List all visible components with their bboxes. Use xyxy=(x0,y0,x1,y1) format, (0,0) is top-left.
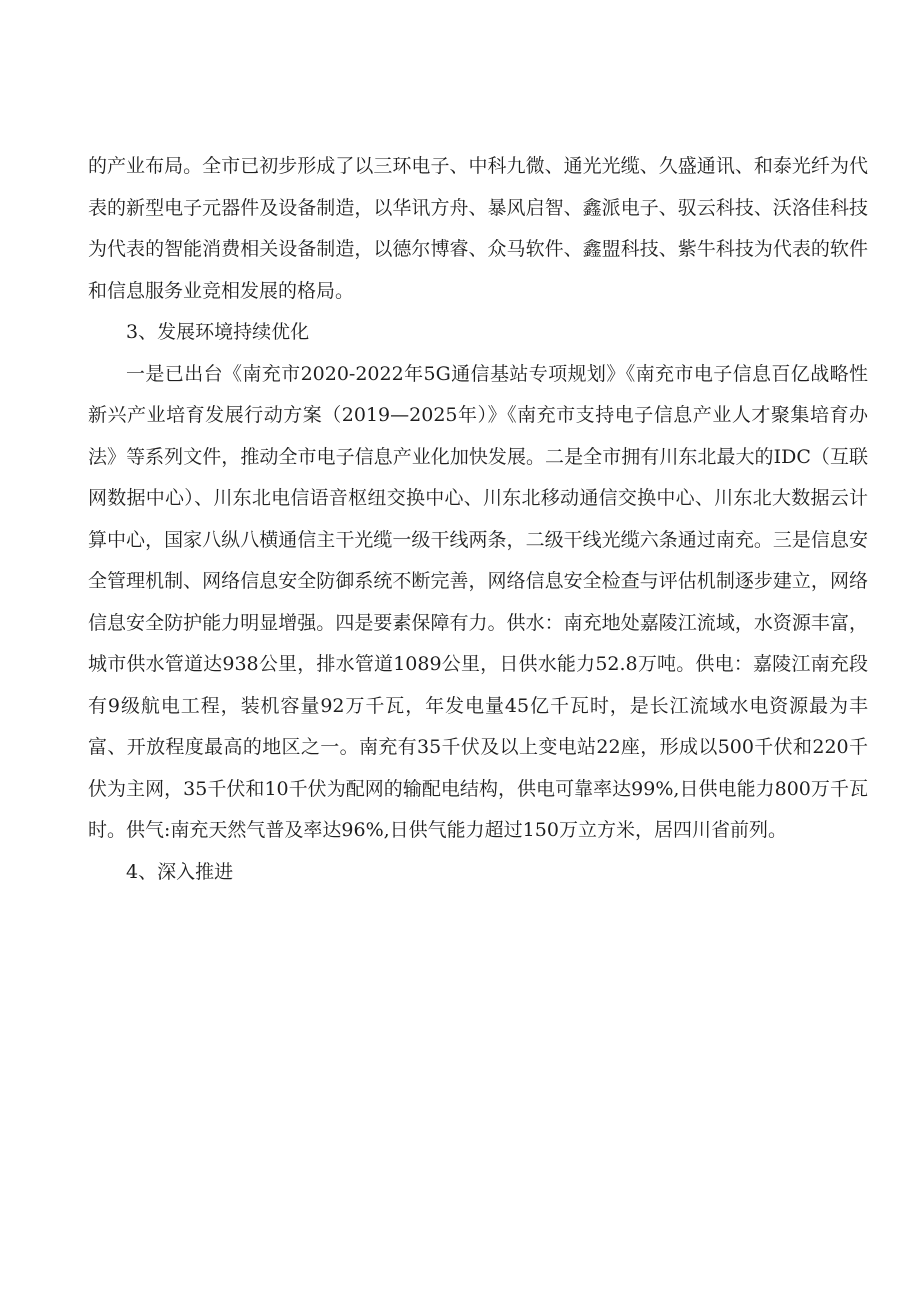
section-heading-development-environment: 3、发展环境持续优化 xyxy=(126,321,310,343)
paragraph-development-environment: 一是已出台《南充市2020-2022年5G通信基站专项规划》《南充市电子信息百亿战略性新兴产业培育发展行动方案（2019—2025年）》《南充市支持电子信息产业人才聚集培育办法》等系列文件，推动全市电子信息产业化加快发展。二是全市拥有川东北最大的IDC（互联网数据中心）、川东北电信语音枢纽交换中心、川东北移动通信交换中心、川东北大数据云计算中心，国家八纵八横通信主干光缆一级干线两条，二级干线光缆六条通过南充。三是信息安全管理机制、网络信息安全防御系统不断完善，网络信息安全检查与评估机制逐步建立，网络信息安全防护能力明显增强。四是要素保障有力。供水：南充地处嘉陵江流域，水资源丰富，城市供水管道达938公里，排水管道1089公里，日供水能力52.8万吨。供电：嘉陵江南充段有9级航电工程，装机容量92万千瓦，年发电量45亿千瓦时，是长江流域水电资源最为丰富、开放程度最高的地区之一。南充有35千伏及以上变电站22座，形成以500千伏和220千伏为主网，35千伏和10千伏为配网的输配电结构，供电可靠率达99%,日供电能力800万千瓦时。供气:南充天然气普及率达96%,日供气能力超过150万立方米，居四川省前列。 xyxy=(88,362,868,841)
section-heading-deepen-advance: 4、深入推进 xyxy=(126,860,234,883)
document-body xyxy=(88,146,868,893)
paragraph-industry-layout: 的产业布局。全市已初步形成了以三环电子、中科九微、通光光缆、久盛通讯、和泰光纤为代表的新型电子元器件及设备制造，以华讯方舟、暴风启智、鑫派电子、驭云科技、沃洛佳科技为代表的智能消费相关设备制造，以德尔博睿、众马软件、鑫盟科技、紫牛科技为代表的软件和信息服务业竞相发展的格局。 xyxy=(88,155,868,302)
